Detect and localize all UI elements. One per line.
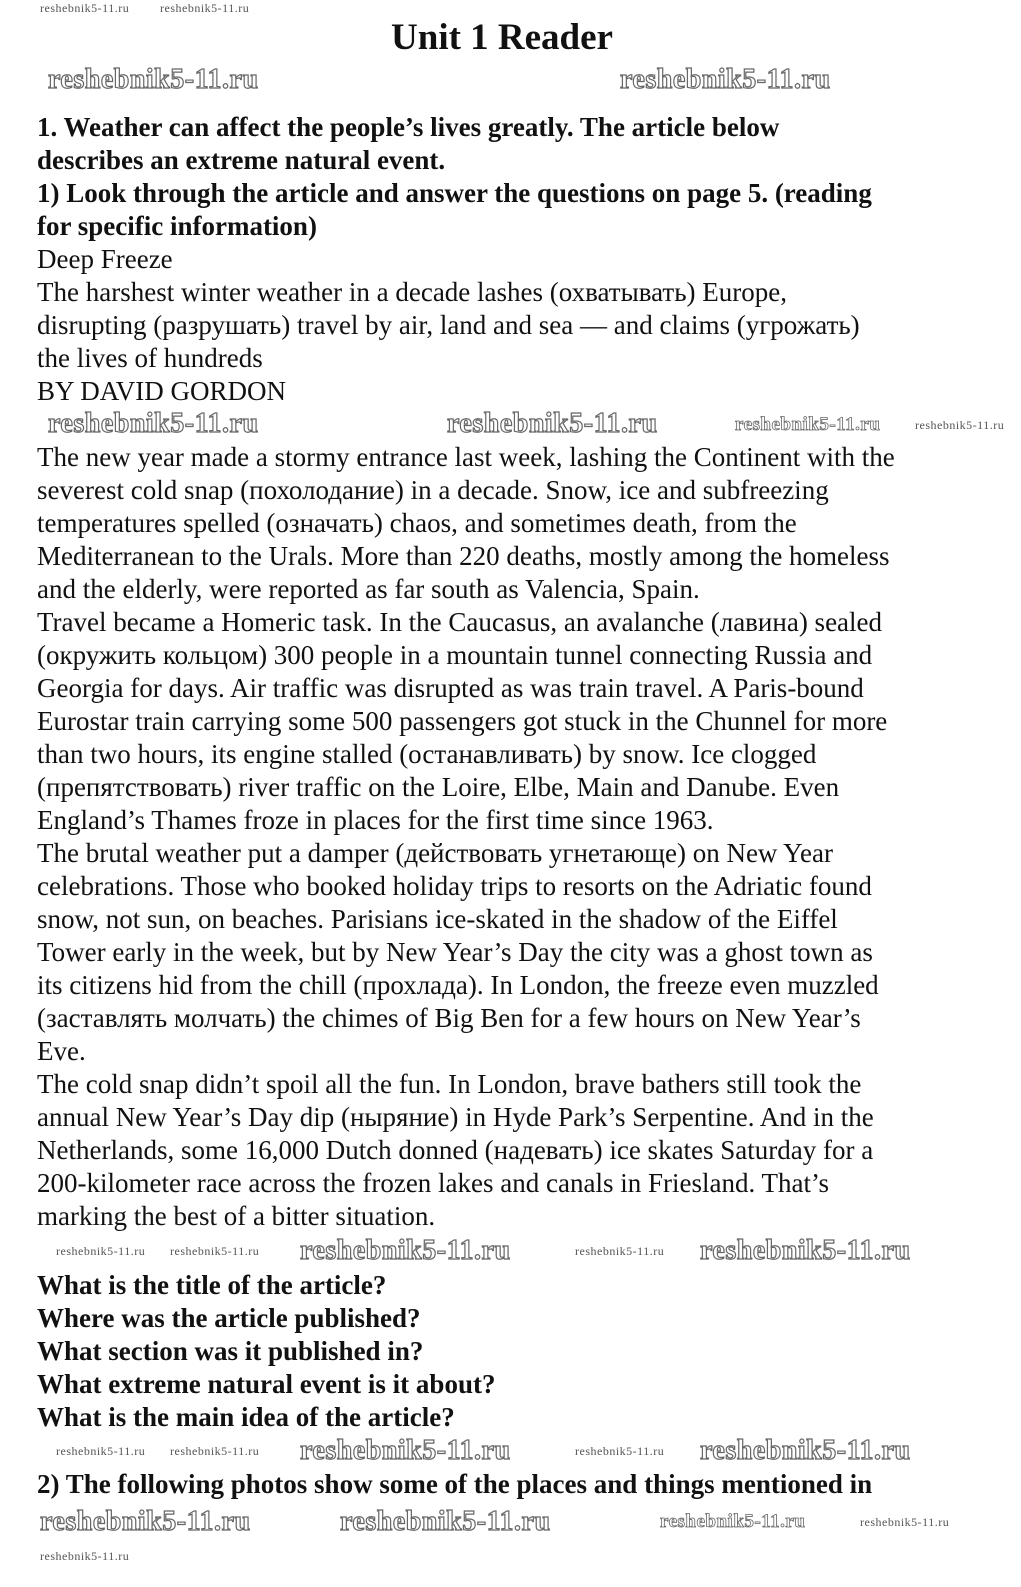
article-body <box>37 441 895 1233</box>
watermark: reshebnik5-11.ru <box>575 1244 665 1258</box>
article-body-line: its citizens hid from the chill (прохлада). In London, the freeze even muzzled <box>37 970 879 1000</box>
article-body-line: The brutal weather put a damper (действовать угнетающе) on New Year <box>37 838 833 868</box>
questions-list <box>37 1269 495 1434</box>
article-subhead-line: The harshest winter weather in a decade lashes (охватывать) Europe, <box>37 277 787 307</box>
watermark: reshebnik5-11.ru <box>56 1244 146 1258</box>
instruction-line: 2) The following photos show some of the places and things mentioned in <box>37 1469 873 1499</box>
instruction-line: describes an extreme natural event. <box>37 145 446 175</box>
task-1-instructions <box>37 111 872 408</box>
watermark: reshebnik5-11.ru <box>620 64 831 95</box>
article-body-line: The new year made a stormy entrance last week, lashing the Continent with the <box>37 442 895 472</box>
watermark: reshebnik5-11.ru <box>700 1435 911 1466</box>
watermark: reshebnik5-11.ru <box>447 408 658 439</box>
task-2-instructions <box>37 1468 872 1501</box>
watermark: reshebnik5-11.ru <box>160 1 250 15</box>
watermark: reshebnik5-11.ru <box>170 1444 260 1458</box>
article-body-line: Tower early in the week, but by New Year’s Day the city was a ghost town as <box>37 937 873 967</box>
article-body-line: temperatures spelled (означать) chaos, and sometimes death, from the <box>37 508 797 538</box>
watermark: reshebnik5-11.ru <box>915 418 1005 432</box>
watermark: reshebnik5-11.ru <box>170 1244 260 1258</box>
article-body-line: (заставлять молчать) the chimes of Big Ben for a few hours on New Year’s <box>37 1003 861 1033</box>
watermark: reshebnik5-11.ru <box>40 1506 251 1537</box>
instruction-line: 1. Weather can affect the people’s lives greatly. The article below <box>37 112 780 142</box>
article-subhead-line: the lives of hundreds <box>37 343 263 373</box>
article-body-line: marking the best of a bitter situation. <box>37 1201 436 1231</box>
article-body-line: Georgia for days. Air traffic was disrupted as was train travel. A Paris-bound <box>37 673 864 703</box>
question: What section was it published in? <box>37 1336 424 1366</box>
article-body-line: celebrations. Those who booked holiday trips to resorts on the Adriatic found <box>37 871 872 901</box>
instruction-line: for specific information) <box>37 211 317 241</box>
watermark: reshebnik5-11.ru <box>40 1 130 15</box>
article-body-line: England’s Thames froze in places for the first time since 1963. <box>37 805 714 835</box>
instruction-line: 1) Look through the article and answer the questions on page 5. (reading <box>37 178 872 208</box>
article-byline: BY DAVID GORDON <box>37 376 287 406</box>
watermark: reshebnik5-11.ru <box>300 1235 511 1266</box>
article-body-line: snow, not sun, on beaches. Parisians ice-skated in the shadow of the Eiffel <box>37 904 838 934</box>
question: What is the main idea of the article? <box>37 1402 455 1432</box>
watermark: reshebnik5-11.ru <box>735 414 881 435</box>
watermark: reshebnik5-11.ru <box>660 1511 806 1532</box>
article-body-line: The cold snap didn’t spoil all the fun. In London, brave bathers still took the <box>37 1069 862 1099</box>
article-body-line: Eve. <box>37 1036 86 1066</box>
article-headline: Deep Freeze <box>37 244 173 274</box>
watermark: reshebnik5-11.ru <box>56 1444 146 1458</box>
article-body-line: than two hours, its engine stalled (останавливать) by snow. Ice clogged <box>37 739 817 769</box>
question: What is the title of the article? <box>37 1270 387 1300</box>
question: What extreme natural event is it about? <box>37 1369 496 1399</box>
article-body-line: Mediterranean to the Urals. More than 220 deaths, mostly among the homeless <box>37 541 890 571</box>
watermark: reshebnik5-11.ru <box>340 1506 551 1537</box>
watermark: reshebnik5-11.ru <box>700 1235 911 1266</box>
watermark: reshebnik5-11.ru <box>575 1444 665 1458</box>
article-body-line: (окружить кольцом) 300 people in a mountain tunnel connecting Russia and <box>37 640 873 670</box>
article-body-line: Eurostar train carrying some 500 passengers got stuck in the Chunnel for more <box>37 706 888 736</box>
watermark: reshebnik5-11.ru <box>48 64 259 95</box>
question: Where was the article published? <box>37 1303 421 1333</box>
article-body-line: 200-kilometer race across the frozen lakes and canals in Friesland. That’s <box>37 1168 829 1198</box>
watermark: reshebnik5-11.ru <box>300 1435 511 1466</box>
article-body-line: annual New Year’s Day dip (ныряние) in Hyde Park’s Serpentine. And in the <box>37 1102 874 1132</box>
article-body-line: (препятствовать) river traffic on the Loire, Elbe, Main and Danube. Even <box>37 772 840 802</box>
watermark: reshebnik5-11.ru <box>860 1515 950 1529</box>
article-body-line: Netherlands, some 16,000 Dutch donned (надевать) ice skates Saturday for a <box>37 1135 874 1165</box>
article-body-line: and the elderly, were reported as far south as Valencia, Spain. <box>37 574 700 604</box>
article-body-line: severest cold snap (похолодание) in a decade. Snow, ice and subfreezing <box>37 475 829 505</box>
article-body-line: Travel became a Homeric task. In the Caucasus, an avalanche (лавина) sealed <box>37 607 883 637</box>
watermark: reshebnik5-11.ru <box>48 408 259 439</box>
article-subhead-line: disrupting (разрушать) travel by air, land and sea — and claims (угрожать) <box>37 310 860 340</box>
watermark: reshebnik5-11.ru <box>40 1549 130 1563</box>
page-title: Unit 1 Reader <box>391 17 613 58</box>
